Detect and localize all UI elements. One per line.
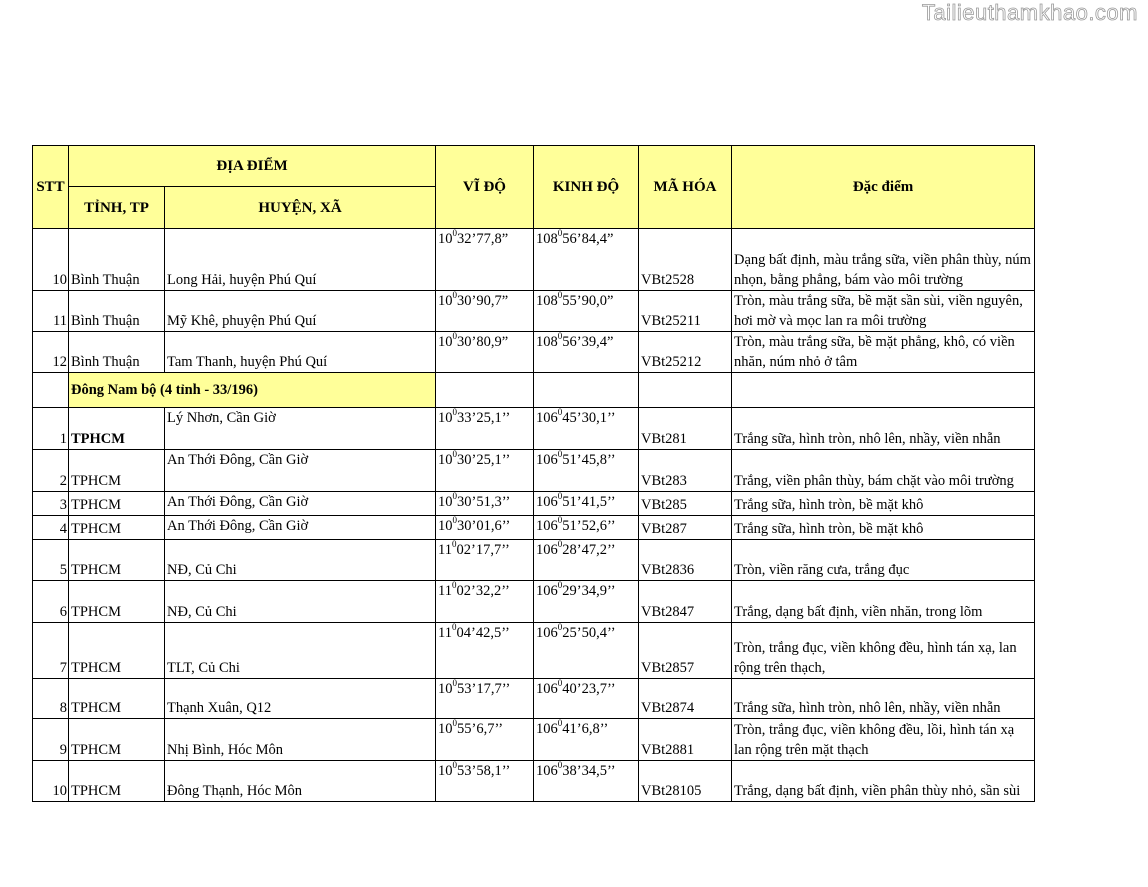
province-cell: [69, 679, 165, 719]
code-cell: [639, 408, 732, 450]
stt-value: 12: [52, 354, 67, 370]
watermark: Tailieuthamkhao.com: [921, 0, 1138, 25]
degree-mark: 0: [557, 290, 563, 300]
latitude-minutes: 30’51,3’’: [457, 494, 511, 510]
description-value: Trắng, dạng bất định, viền phân thùy nhỏ, sần sùi: [734, 783, 1021, 799]
longitude-degrees: 108: [536, 231, 558, 247]
description-value: Trắng, viền phân thùy, bám chặt vào môi trường: [734, 473, 1014, 489]
degree-mark: 0: [452, 515, 458, 525]
code-value: VBt28105: [641, 783, 702, 799]
district-value: Long Hải, huyện Phú Quí: [167, 272, 317, 288]
district-cell: [165, 719, 436, 761]
description-cell: [732, 492, 1035, 516]
province-cell: [69, 291, 165, 332]
stt-value: 6: [59, 604, 67, 620]
description-cell: [732, 291, 1035, 332]
longitude-cell: [534, 623, 639, 679]
district-cell: [165, 516, 436, 540]
table-row: [33, 540, 1035, 581]
latitude-degrees: 11: [438, 542, 452, 558]
stt-value: 7: [59, 660, 67, 676]
province-cell: [69, 450, 165, 492]
latitude-cell: [436, 408, 534, 450]
province-cell: [69, 581, 165, 623]
description-value: Trắng sữa, hình tròn, bề mặt khô: [734, 521, 924, 537]
description-cell: [732, 516, 1035, 540]
district-cell: [165, 229, 436, 291]
code-cell: [639, 581, 732, 623]
province-value: TPHCM: [71, 604, 121, 620]
latitude-degrees: 10: [438, 231, 453, 247]
longitude-cell: [534, 761, 639, 802]
degree-mark: 0: [557, 580, 563, 590]
stt-value: 5: [59, 562, 67, 578]
description-value: Tròn, viền răng cưa, trắng đục: [734, 562, 910, 578]
longitude-cell: [534, 540, 639, 581]
province-value: TPHCM: [71, 700, 121, 716]
province-cell: [69, 719, 165, 761]
table-row: [33, 450, 1035, 492]
code-cell: [639, 291, 732, 332]
district-cell: [165, 581, 436, 623]
longitude-cell: [534, 450, 639, 492]
longitude-cell: [534, 332, 639, 373]
longitude-minutes: 45’30,1’’: [562, 410, 616, 426]
degree-mark: 0: [557, 539, 563, 549]
district-cell: [165, 623, 436, 679]
district-value: Nhị Bình, Hóc Môn: [167, 742, 283, 758]
degree-mark: 0: [452, 331, 458, 341]
district-value: Thạnh Xuân, Q12: [167, 700, 272, 716]
code-value: VBt2874: [641, 700, 695, 716]
code-value: VBt2847: [641, 604, 695, 620]
stt-value: 8: [59, 700, 67, 716]
province-value: Bình Thuận: [71, 313, 140, 329]
longitude-degrees: 108: [536, 293, 558, 309]
stt-value: 3: [59, 497, 67, 513]
stt-cell: [33, 229, 69, 291]
longitude-minutes: 51’41,5’’: [562, 494, 616, 510]
province-value: TPHCM: [71, 660, 121, 676]
latitude-degrees: 10: [438, 494, 453, 510]
latitude-minutes: 30’90,7”: [457, 293, 509, 309]
degree-mark: 0: [557, 407, 563, 417]
longitude-degrees: 106: [536, 452, 558, 468]
stt-value: 10: [52, 272, 67, 288]
province-value: TPHCM: [71, 473, 121, 489]
longitude-degrees: 106: [536, 583, 558, 599]
degree-mark: 0: [451, 622, 457, 632]
description-cell: [732, 719, 1035, 761]
degree-mark: 0: [452, 491, 458, 501]
province-cell: [69, 408, 165, 450]
degree-mark: 0: [452, 407, 458, 417]
description-cell: [732, 540, 1035, 581]
region-heading: Đông Nam bộ (4 tỉnh - 33/196): [69, 373, 436, 408]
latitude-degrees: 10: [438, 763, 453, 779]
description-cell: [732, 761, 1035, 802]
latitude-cell: [436, 540, 534, 581]
province-cell: [69, 761, 165, 802]
district-value: An Thới Đông, Cần Giờ: [167, 518, 309, 534]
description-cell: [732, 408, 1035, 450]
latitude-minutes: 30’25,1’’: [457, 452, 511, 468]
region-empty-cell: [639, 373, 732, 408]
district-cell: [165, 761, 436, 802]
longitude-minutes: 56’39,4”: [562, 334, 614, 350]
longitude-cell: [534, 492, 639, 516]
code-value: VBt287: [641, 521, 687, 537]
table-row: [33, 229, 1035, 291]
latitude-degrees: 10: [438, 293, 453, 309]
degree-mark: 0: [452, 290, 458, 300]
longitude-degrees: 106: [536, 494, 558, 510]
description-value: Tròn, màu trắng sữa, bề mặt phẳng, khô, có viền nhăn, núm nhỏ ở tâm: [734, 334, 1015, 370]
latitude-cell: [436, 229, 534, 291]
longitude-minutes: 40’23,7’’: [562, 681, 616, 697]
degree-mark: 0: [452, 760, 458, 770]
code-cell: [639, 516, 732, 540]
longitude-cell: [534, 581, 639, 623]
longitude-degrees: 106: [536, 681, 558, 697]
code-value: VBt2857: [641, 660, 695, 676]
region-stt-cell: [33, 373, 69, 408]
header-district: HUYỆN, XÃ: [165, 187, 436, 229]
latitude-minutes: 32’77,8”: [457, 231, 509, 247]
stt-cell: [33, 408, 69, 450]
longitude-minutes: 51’52,6’’: [562, 518, 616, 534]
longitude-degrees: 106: [536, 625, 558, 641]
degree-mark: 0: [451, 580, 457, 590]
latitude-cell: [436, 516, 534, 540]
province-cell: [69, 516, 165, 540]
longitude-minutes: 51’45,8’’: [562, 452, 616, 468]
degree-mark: 0: [557, 515, 563, 525]
table-row: [33, 719, 1035, 761]
degree-mark: 0: [557, 760, 563, 770]
longitude-minutes: 55’90,0”: [562, 293, 614, 309]
longitude-degrees: 106: [536, 763, 558, 779]
description-cell: [732, 332, 1035, 373]
longitude-minutes: 29’34,9’’: [562, 583, 616, 599]
province-value: TPHCM: [71, 431, 125, 447]
header-stt: STT: [33, 146, 69, 229]
longitude-minutes: 56’84,4”: [562, 231, 614, 247]
description-value: Trắng sữa, hình tròn, nhô lên, nhầy, viền nhẵn: [734, 700, 1001, 716]
degree-mark: 0: [452, 449, 458, 459]
region-empty-cell: [732, 373, 1035, 408]
code-cell: [639, 540, 732, 581]
table-row: [33, 516, 1035, 540]
district-value: Đông Thạnh, Hóc Môn: [167, 783, 303, 799]
degree-mark: 0: [452, 228, 458, 238]
code-cell: [639, 332, 732, 373]
province-cell: [69, 229, 165, 291]
latitude-minutes: 30’80,9”: [457, 334, 509, 350]
district-cell: [165, 291, 436, 332]
code-value: VBt2528: [641, 272, 695, 288]
degree-mark: 0: [557, 718, 563, 728]
sample-table: [32, 145, 1035, 802]
province-cell: [69, 540, 165, 581]
table-row: [33, 679, 1035, 719]
code-cell: [639, 719, 732, 761]
district-value: NĐ, Củ Chi: [167, 604, 237, 620]
degree-mark: 0: [452, 718, 458, 728]
latitude-minutes: 04’42,5’’: [456, 625, 510, 641]
province-cell: [69, 332, 165, 373]
latitude-degrees: 11: [438, 583, 452, 599]
province-cell: [69, 492, 165, 516]
longitude-degrees: 106: [536, 518, 558, 534]
longitude-cell: [534, 229, 639, 291]
latitude-cell: [436, 761, 534, 802]
degree-mark: 0: [557, 331, 563, 341]
latitude-degrees: 10: [438, 452, 453, 468]
header-longitude: KINH ĐỘ: [534, 146, 639, 229]
latitude-cell: [436, 679, 534, 719]
stt-cell: [33, 581, 69, 623]
province-value: TPHCM: [71, 521, 121, 537]
code-value: VBt25211: [641, 313, 701, 329]
latitude-cell: [436, 492, 534, 516]
longitude-degrees: 106: [536, 410, 558, 426]
code-cell: [639, 761, 732, 802]
code-value: VBt285: [641, 497, 687, 513]
stt-value: 9: [59, 742, 67, 758]
latitude-cell: [436, 623, 534, 679]
latitude-minutes: 02’32,2’’: [456, 583, 510, 599]
degree-mark: 0: [557, 449, 563, 459]
table-row: [33, 332, 1035, 373]
province-cell: [69, 623, 165, 679]
description-cell: [732, 679, 1035, 719]
longitude-minutes: 25’50,4’’: [562, 625, 616, 641]
longitude-cell: [534, 291, 639, 332]
district-cell: [165, 408, 436, 450]
district-value: An Thới Đông, Cần Giờ: [167, 452, 309, 468]
latitude-degrees: 10: [438, 721, 453, 737]
stt-cell: [33, 623, 69, 679]
table-row: [33, 623, 1035, 679]
code-value: VBt2836: [641, 562, 695, 578]
code-cell: [639, 450, 732, 492]
header-code: MÃ HÓA: [639, 146, 732, 229]
district-cell: [165, 492, 436, 516]
stt-value: 2: [59, 473, 67, 489]
code-value: VBt2881: [641, 742, 695, 758]
district-cell: [165, 540, 436, 581]
latitude-minutes: 30’01,6’’: [457, 518, 511, 534]
latitude-minutes: 33’25,1’’: [457, 410, 511, 426]
district-value: Mỹ Khê, phuyện Phú Quí: [167, 313, 317, 329]
description-cell: [732, 623, 1035, 679]
longitude-cell: [534, 719, 639, 761]
latitude-cell: [436, 719, 534, 761]
stt-cell: [33, 761, 69, 802]
code-cell: [639, 679, 732, 719]
header-province: TỈNH, TP: [69, 187, 165, 229]
degree-mark: 0: [452, 678, 458, 688]
code-cell: [639, 492, 732, 516]
district-value: An Thới Đông, Cần Giờ: [167, 494, 309, 510]
stt-cell: [33, 450, 69, 492]
header-description: Đặc điểm: [732, 146, 1035, 229]
header-location: ĐỊA ĐIỂM: [69, 146, 436, 187]
code-cell: [639, 623, 732, 679]
province-value: TPHCM: [71, 783, 121, 799]
stt-cell: [33, 291, 69, 332]
latitude-degrees: 10: [438, 410, 453, 426]
table-row: [33, 492, 1035, 516]
description-cell: [732, 581, 1035, 623]
degree-mark: 0: [557, 622, 563, 632]
description-value: Trắng sữa, hình tròn, nhô lên, nhầy, viền nhẵn: [734, 431, 1001, 447]
district-value: TLT, Củ Chi: [167, 660, 240, 676]
latitude-degrees: 10: [438, 518, 453, 534]
longitude-cell: [534, 679, 639, 719]
description-value: Tròn, trắng đục, viền không đều, lồi, hình tán xạ lan rộng trên mặt thạch: [734, 722, 1015, 758]
degree-mark: 0: [557, 491, 563, 501]
table-row: [33, 581, 1035, 623]
stt-cell: [33, 332, 69, 373]
code-cell: [639, 229, 732, 291]
degree-mark: 0: [451, 539, 457, 549]
table-row: [33, 291, 1035, 332]
code-value: VBt281: [641, 431, 687, 447]
longitude-cell: [534, 408, 639, 450]
stt-cell: [33, 719, 69, 761]
district-cell: [165, 450, 436, 492]
stt-cell: [33, 516, 69, 540]
code-value: VBt283: [641, 473, 687, 489]
longitude-cell: [534, 516, 639, 540]
province-value: TPHCM: [71, 562, 121, 578]
stt-value: 11: [53, 313, 67, 329]
stt-cell: [33, 492, 69, 516]
longitude-minutes: 28’47,2’’: [562, 542, 616, 558]
province-value: TPHCM: [71, 497, 121, 513]
district-value: Lý Nhơn, Cần Giờ: [167, 410, 276, 426]
description-value: Tròn, màu trắng sữa, bề mặt sần sùi, viền nguyên, hơi mờ và mọc lan ra môi trường: [734, 293, 1023, 329]
degree-mark: 0: [557, 678, 563, 688]
latitude-degrees: 10: [438, 681, 453, 697]
longitude-degrees: 106: [536, 542, 558, 558]
stt-value: 10: [52, 783, 67, 799]
province-value: TPHCM: [71, 742, 121, 758]
longitude-minutes: 41’6,8’’: [562, 721, 609, 737]
stt-value: 4: [59, 521, 67, 537]
latitude-minutes: 55’6,7’’: [457, 721, 504, 737]
description-value: Tròn, trắng đục, viền không đều, hình tán xạ, lan rộng trên thạch,: [734, 640, 1017, 676]
latitude-cell: [436, 581, 534, 623]
district-value: Tam Thanh, huyện Phú Quí: [167, 354, 328, 370]
latitude-cell: [436, 450, 534, 492]
description-value: Trắng sữa, hình tròn, bề mặt khô: [734, 497, 924, 513]
region-empty-cell: [436, 373, 534, 408]
degree-mark: 0: [557, 228, 563, 238]
latitude-minutes: 02’17,7’’: [456, 542, 510, 558]
latitude-minutes: 53’58,1’’: [457, 763, 511, 779]
latitude-degrees: 10: [438, 334, 453, 350]
district-cell: [165, 679, 436, 719]
stt-value: 1: [59, 431, 67, 447]
description-value: Dạng bất định, màu trắng sữa, viền phân thùy, núm nhọn, bằng phẳng, bám vào môi trường: [734, 252, 1031, 288]
description-cell: [732, 450, 1035, 492]
description-value: Trắng, dạng bất định, viền nhăn, trong lõm: [734, 604, 983, 620]
stt-cell: [33, 540, 69, 581]
latitude-cell: [436, 332, 534, 373]
province-value: Bình Thuận: [71, 272, 140, 288]
latitude-degrees: 11: [438, 625, 452, 641]
longitude-degrees: 108: [536, 334, 558, 350]
latitude-cell: [436, 291, 534, 332]
longitude-degrees: 106: [536, 721, 558, 737]
latitude-minutes: 53’17,7’’: [457, 681, 511, 697]
table-row: [33, 761, 1035, 802]
description-cell: [732, 229, 1035, 291]
header-latitude: VĨ ĐỘ: [436, 146, 534, 229]
code-value: VBt25212: [641, 354, 702, 370]
table-row: [33, 408, 1035, 450]
province-value: Bình Thuận: [71, 354, 140, 370]
longitude-minutes: 38’34,5’’: [562, 763, 616, 779]
stt-cell: [33, 679, 69, 719]
region-empty-cell: [534, 373, 639, 408]
district-value: NĐ, Củ Chi: [167, 562, 237, 578]
district-cell: [165, 332, 436, 373]
